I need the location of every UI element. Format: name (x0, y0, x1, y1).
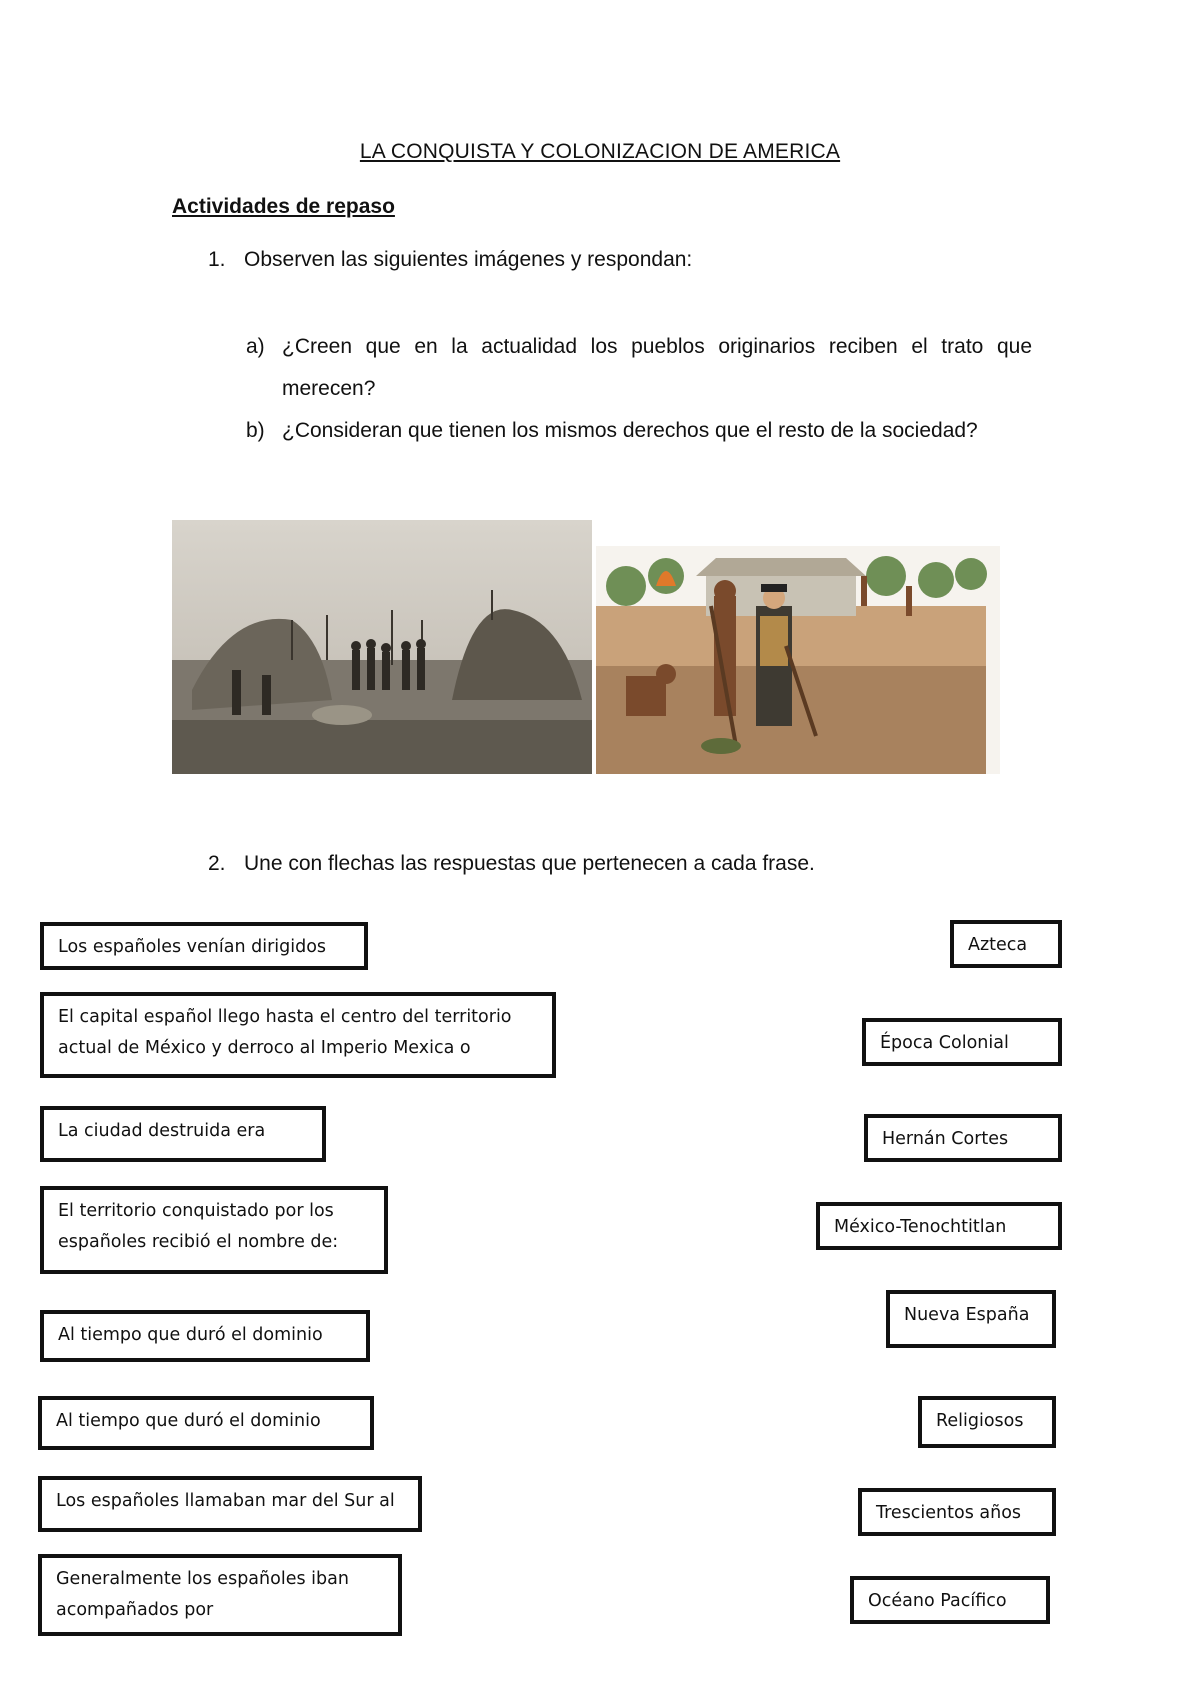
left-phrase-box[interactable]: Los españoles venían dirigidos (40, 922, 368, 970)
question-1-text: Observen las siguientes imágenes y respondan: (244, 248, 693, 271)
question-1b-label: b) (246, 419, 265, 442)
question-1 (208, 248, 692, 272)
question-1b (246, 410, 1032, 452)
historical-photo-drawing (172, 520, 592, 774)
colonial-illustration (596, 546, 1000, 774)
right-answer-box[interactable]: Océano Pacífico (850, 1576, 1050, 1624)
right-answer-box[interactable]: Época Colonial (862, 1018, 1062, 1066)
right-answer-box[interactable]: Nueva España (886, 1290, 1056, 1348)
question-1a-label: a) (246, 335, 265, 358)
left-phrase-box[interactable]: El capital español llego hasta el centro del territorio actual de México y derroco al Imperio Mexica o (40, 992, 556, 1078)
section-subtitle: Actividades de repaso (172, 195, 395, 218)
right-answer-box[interactable]: Trescientos años (858, 1488, 1056, 1536)
right-answer-box[interactable]: Religiosos (918, 1396, 1056, 1448)
right-answer-box[interactable]: Azteca (950, 920, 1062, 968)
question-1a-text: ¿Creen que en la actualidad los pueblos originarios reciben el trato que merecen? (282, 335, 1032, 400)
question-1-number: 1. (208, 248, 226, 271)
left-phrase-box[interactable]: La ciudad destruida era (40, 1106, 326, 1162)
left-phrase-box[interactable]: Los españoles llamaban mar del Sur al (38, 1476, 422, 1532)
left-phrase-box[interactable]: Al tiempo que duró el dominio (38, 1396, 374, 1450)
question-2-number: 2. (208, 852, 226, 875)
question-1b-text: ¿Consideran que tienen los mismos derechos que el resto de la sociedad? (282, 419, 978, 442)
right-answer-box[interactable]: Hernán Cortes (864, 1114, 1062, 1162)
historical-photo (172, 520, 592, 774)
left-phrase-box[interactable]: El territorio conquistado por los españoles recibió el nombre de: (40, 1186, 388, 1274)
page-title: LA CONQUISTA Y COLONIZACION DE AMERICA (359, 140, 841, 163)
left-phrase-box[interactable]: Generalmente los españoles iban acompañados por (38, 1554, 402, 1636)
left-phrase-box[interactable]: Al tiempo que duró el dominio (40, 1310, 370, 1362)
colonial-illustration-drawing (596, 546, 1000, 774)
question-1a (246, 326, 1032, 410)
question-2-text: Une con flechas las respuestas que pertenecen a cada frase. (244, 852, 815, 875)
right-answer-box[interactable]: México-Tenochtitlan (816, 1202, 1062, 1250)
question-2 (208, 852, 815, 876)
